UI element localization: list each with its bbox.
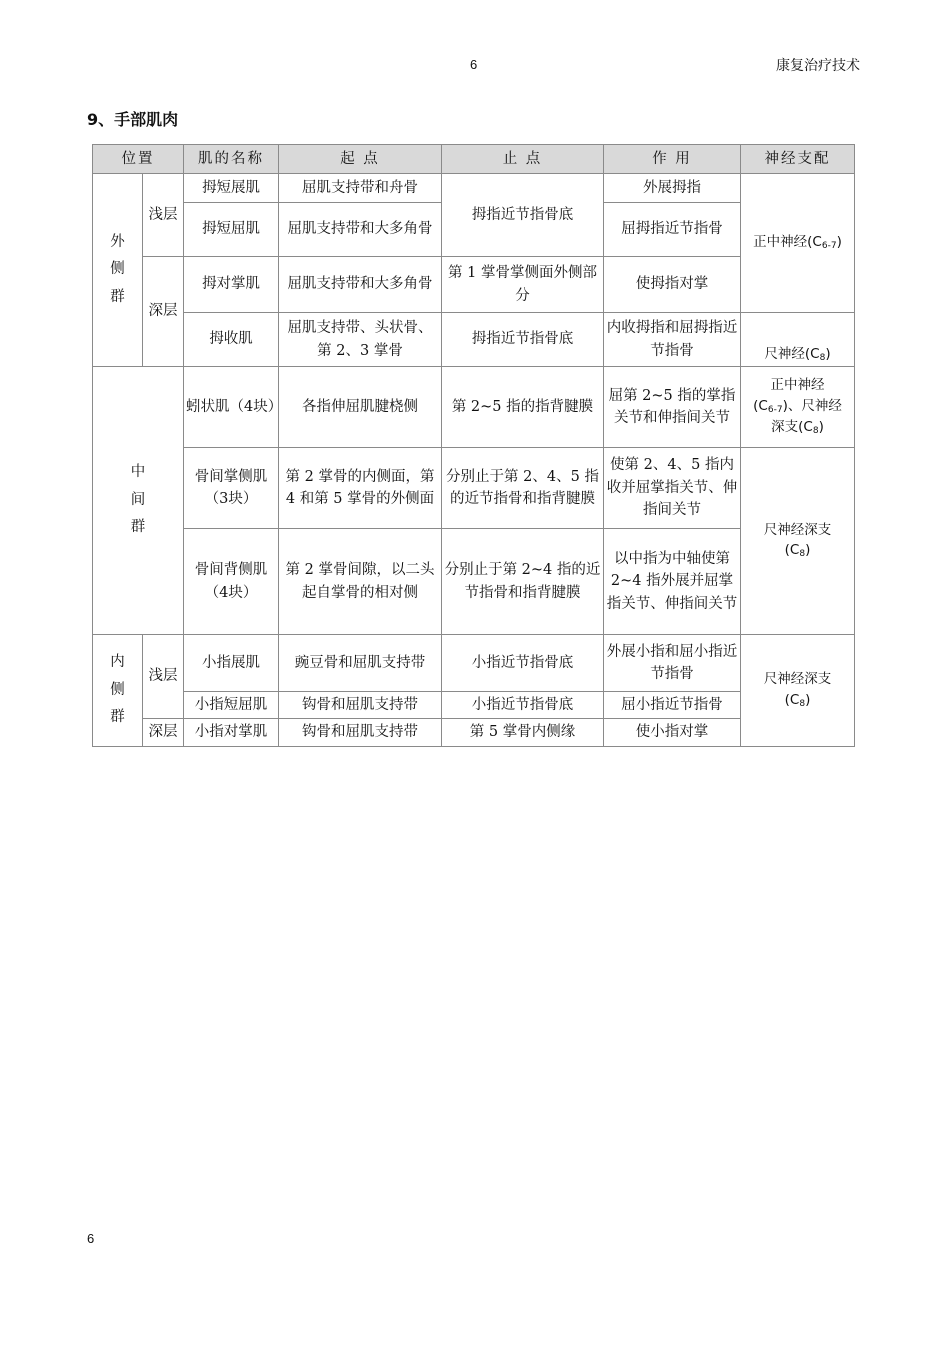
muscle-insertion: 分别止于第 2、4、5 指的近节指骨和指背腱膜 [442, 448, 604, 529]
col-header-muscle-name: 肌的名称 [184, 145, 279, 174]
muscle-action: 内收拇指和屈拇指近节指骨 [604, 313, 741, 367]
table-row [93, 719, 855, 747]
muscle-origin: 各指伸屈肌腱桡侧 [279, 367, 442, 448]
muscle-origin: 屈肌支持带和舟骨 [279, 174, 442, 203]
muscle-name: 拇短屈肌 [184, 203, 279, 257]
group-medial: 内侧群 [93, 635, 143, 747]
muscle-origin: 屈肌支持带和大多角骨 [279, 203, 442, 257]
muscle-origin: 钩骨和屈肌支持带 [279, 719, 442, 747]
table-row [93, 635, 855, 692]
hand-muscle-table [92, 144, 855, 747]
layer-superficial: 浅层 [143, 635, 184, 719]
table-row [93, 367, 855, 448]
header-page-number: 6 [470, 57, 478, 72]
layer-deep: 深层 [143, 257, 184, 367]
muscle-action: 使小指对掌 [604, 719, 741, 747]
muscle-origin: 第 2 掌骨的内侧面，第 4 和第 5 掌骨的外侧面 [279, 448, 442, 529]
section-title: 9、手部肌肉 [87, 110, 179, 129]
muscle-insertion: 拇指近节指骨底 [442, 313, 604, 367]
layer-deep: 深层 [143, 719, 184, 747]
muscle-name: 蚓状肌（4块） [184, 367, 279, 448]
muscle-insertion: 第 2~5 指的指背腱膜 [442, 367, 604, 448]
nerve-ulnar-deep-medial: 尺神经深支 $(C_8)$ [741, 635, 855, 747]
muscle-name: 骨间掌侧肌（3块） [184, 448, 279, 529]
muscle-action: 外展小指和屈小指近节指骨 [604, 635, 741, 692]
muscle-name: 拇短展肌 [184, 174, 279, 203]
muscle-action: 屈第 2~5 指的掌指关节和伸指间关节 [604, 367, 741, 448]
muscle-action: 屈小指近节指骨 [604, 692, 741, 719]
layer-superficial: 浅层 [143, 174, 184, 257]
muscle-insertion: 第 1 掌骨掌侧面外侧部分 [442, 257, 604, 313]
muscle-origin: 屈肌支持带和大多角骨 [279, 257, 442, 313]
nerve-lumbrical: 正中神经 $(C_{6-7})$、尺神经 深支$(C_8)$ [741, 367, 855, 448]
group-lateral: 外侧群 [93, 174, 143, 367]
muscle-origin: 钩骨和屈肌支持带 [279, 692, 442, 719]
muscle-insertion: 小指近节指骨底 [442, 635, 604, 692]
col-header-insertion: 止 点 [442, 145, 604, 174]
group-middle: 中间群 [93, 367, 184, 635]
table-row [93, 448, 855, 529]
muscle-name: 拇收肌 [184, 313, 279, 367]
muscle-origin: 豌豆骨和屈肌支持带 [279, 635, 442, 692]
muscle-action: 使第 2、4、5 指内收并屈掌指关节、伸指间关节 [604, 448, 741, 529]
muscle-insertion: 拇指近节指骨底 [442, 174, 604, 257]
muscle-name: 骨间背侧肌（4块） [184, 529, 279, 635]
muscle-origin: 屈肌支持带、头状骨、第 2、3 掌骨 [279, 313, 442, 367]
col-header-action: 作 用 [604, 145, 741, 174]
col-header-position: 位置 [93, 145, 184, 174]
table-row [93, 313, 855, 367]
nerve-median: 正中神经$(C_{6-7})$ [741, 174, 855, 313]
muscle-name: 小指短屈肌 [184, 692, 279, 719]
muscle-action: 使拇指对掌 [604, 257, 741, 313]
muscle-name: 小指对掌肌 [184, 719, 279, 747]
nerve-ulnar-deep: 尺神经深支 $(C_8)$ [741, 448, 855, 635]
muscle-action: 外展拇指 [604, 174, 741, 203]
muscle-insertion: 小指近节指骨底 [442, 692, 604, 719]
muscle-action: 以中指为中轴使第 2~4 指外展并屈掌指关节、伸指间关节 [604, 529, 741, 635]
table-row [93, 692, 855, 719]
table-row [93, 529, 855, 635]
table-header-row [93, 145, 855, 174]
table-row [93, 174, 855, 203]
muscle-action: 屈拇指近节指骨 [604, 203, 741, 257]
muscle-name: 拇对掌肌 [184, 257, 279, 313]
muscle-origin: 第 2 掌骨间隙，以二头起自掌骨的相对侧 [279, 529, 442, 635]
muscle-insertion: 分别止于第 2~4 指的近节指骨和指背腱膜 [442, 529, 604, 635]
col-header-origin: 起 点 [279, 145, 442, 174]
footer-page-number: 6 [87, 1231, 95, 1246]
table-row [93, 257, 855, 313]
nerve-ulnar: 尺神经$(C_8)$ [741, 313, 855, 367]
col-header-nerve: 神经支配 [741, 145, 855, 174]
muscle-name: 小指展肌 [184, 635, 279, 692]
muscle-insertion: 第 5 掌骨内侧缘 [442, 719, 604, 747]
header-book-title: 康复治疗技术 [776, 58, 860, 74]
